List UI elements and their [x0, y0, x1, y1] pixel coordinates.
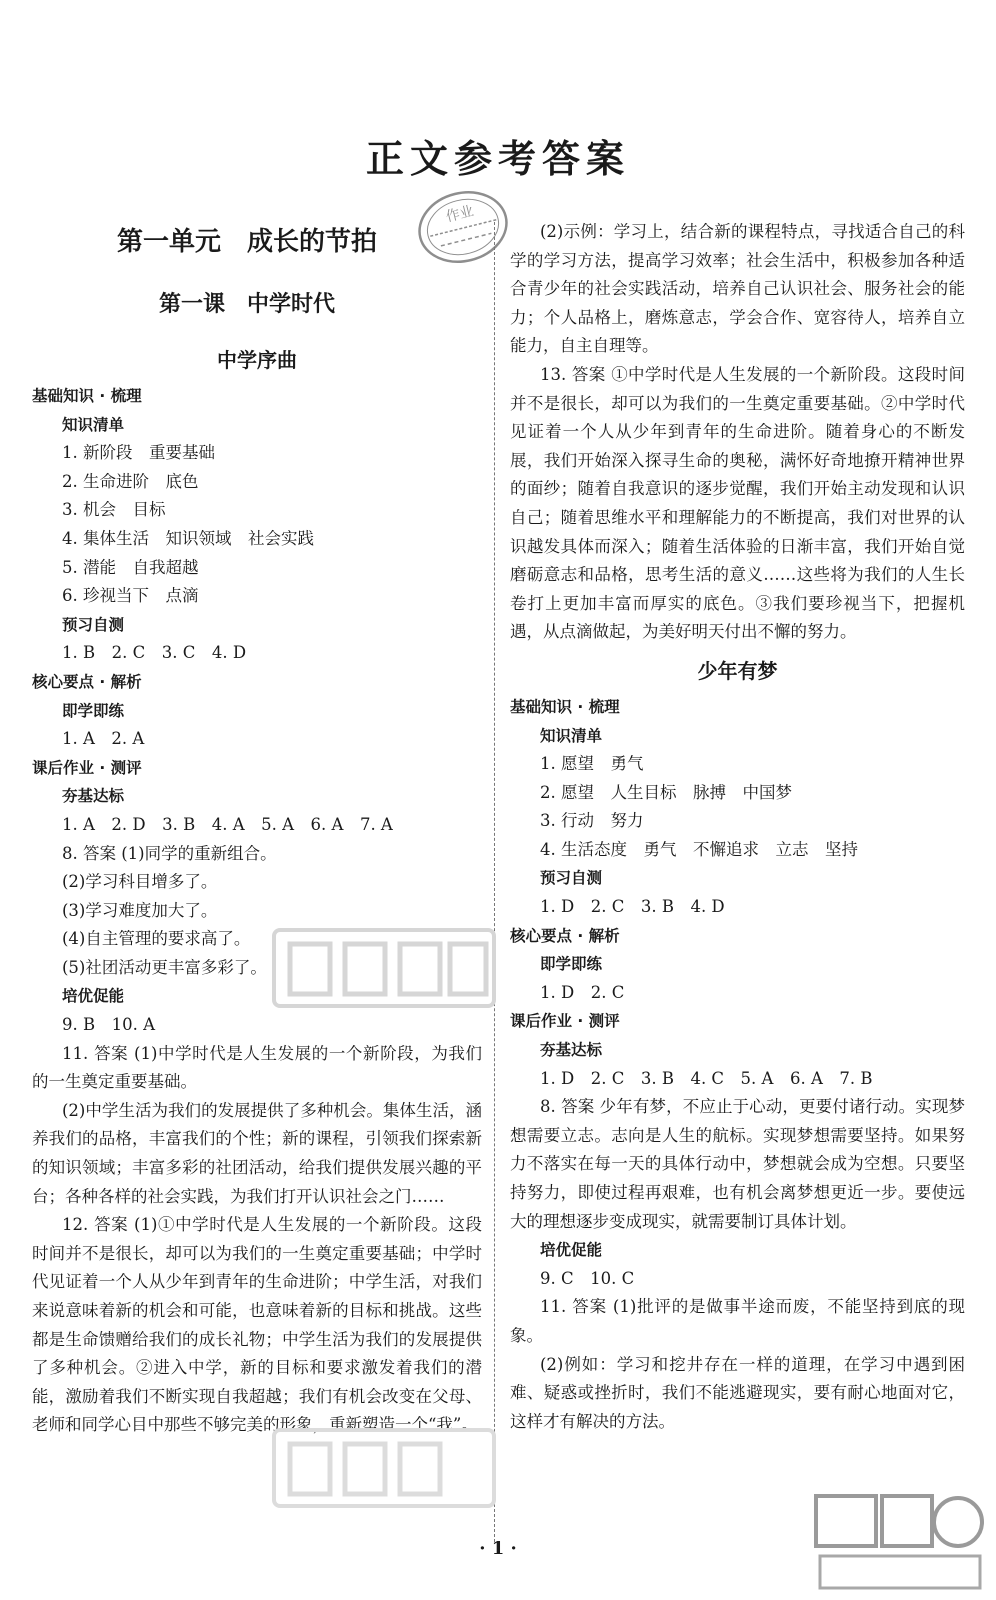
answer-paragraph: (2)中学生活为我们的发展提供了多种机会。集体生活，涵养我们的品格，丰富我们的个性；新的课程，引领我们探索新的知识领域；丰富多彩的社团活动，给我们提供发展兴趣的平台；各种各样的社会实践，为我们打开认识社会之门……	[32, 1100, 482, 1206]
page-number: · 1 ·	[479, 1538, 517, 1559]
left-column-body	[32, 382, 482, 1440]
answer-line: (3)学习难度加大了。	[62, 900, 218, 920]
answer-line: 1. A 2. A	[62, 729, 145, 749]
answer-paragraph: (2)例如：学习和挖井存在一样的道理，在学习中遇到困难、疑惑或挫折时，我们不能逃避现实，要有耐心地面对它，这样才有解决的方法。	[510, 1354, 965, 1431]
answer-line: 1. D 2. C 3. B 4. C 5. A 6. A 7. B	[540, 1068, 873, 1088]
answer-line: (4)自主管理的要求高了。	[62, 929, 251, 949]
subsection-heading: 即学即练	[540, 955, 603, 974]
answer-line: 1. A 2. D 3. B 4. A 5. A 6. A 7. A	[62, 814, 393, 834]
stamp-text: 作业	[444, 203, 476, 226]
answer-line: 2. 愿望 人生目标 脉搏 中国梦	[540, 782, 792, 802]
category-heading: 核心要点 · 解析	[32, 672, 142, 691]
lesson-title: 第一课 中学时代	[158, 291, 335, 317]
column-divider	[494, 222, 495, 1542]
answer-line: 6. 珍视当下 点滴	[62, 586, 199, 606]
answer-line: 1. D 2. C 3. B 4. D	[540, 897, 725, 917]
answer-line: 3. 机会 目标	[62, 500, 166, 520]
answer-line: 5. 潜能 自我超越	[62, 557, 199, 577]
subsection-heading: 夯基达标	[62, 787, 125, 806]
answer-line: 9. C 10. C	[540, 1268, 635, 1288]
answer-paragraph: 12. 答案 (1)①中学时代是人生发展的一个新阶段。这段时间并不是很长，却可以为我们的一生奠定重要基础；中学时代见证着一个人从少年到青年的生命进阶；中学生活，对我们来说意味着新的机会和可能，也意味着新的目标和挑战。这些都是生命馈赠给我们的成长礼物；中学生活为我们的发展提供了多种机会。②进入中学，新的目标和要求激发着我们的潜能，激励着我们不断实现自我超越；我们有机会改变在父母、老师和同学心目中那些不够完美的形象，重新塑造一个“我”。	[32, 1215, 482, 1435]
answer-line: 8. 答案 (1)同学的重新组合。	[62, 843, 277, 863]
category-heading: 核心要点 · 解析	[510, 926, 620, 945]
answer-line: 1. B 2. C 3. C 4. D	[62, 643, 247, 663]
answer-paragraph: 8. 答案 少年有梦，不应止于心动，更要付诸行动。实现梦想需要立志。志向是人生的航标。实现梦想需要坚持。如果努力不落实在每一天的具体行动中，梦想就会成为空想。只要坚持努力，即使过程再艰难，也有机会离梦想更近一步。要使远大的理想逐步变成现实，就需要制订具体计划。	[510, 1097, 965, 1231]
subsection-heading: 培优促能	[540, 1241, 603, 1260]
subsection-heading: 预习自测	[62, 615, 125, 634]
answer-line: 4. 生活态度 勇气 不懈追求 立志 坚持	[540, 839, 858, 859]
answer-paragraph: (2)示例：学习上，结合新的课程特点，寻找适合自己的科学的学习方法，提高学习效率；社会生活中，积极参加各种适合青少年的社会实践活动，培养自己认识社会、服务社会的能力；个人品格上，磨炼意志，学会合作、宽容待人，培养自立能力，自主自理等。	[510, 222, 965, 356]
right-column-top	[510, 218, 965, 647]
answer-paragraph: 13. 答案 ①中学时代是人生发展的一个新阶段。这段时间并不是很长，却可以为我们的一生奠定重要基础。②中学时代见证着一个人从少年到青年的生命进阶。随着身心的不断发展，我们开始深入探寻生命的奥秘，满怀好奇地撩开精神世界的面纱；随着自我意识的逐步觉醒，我们开始主动发现和认识自己；随着思维水平和理解能力的不断提高，我们对世界的认识越发具体而深入；随着生活体验的日渐丰富，我们开始自觉磨砺意志和品格，思考生活的意义……这些将为我们的人生长卷打上更加丰富而厚实的底色。③我们要珍视当下，把握机遇，从点滴做起，为美好明天付出不懈的努力。	[510, 364, 965, 642]
answer-line: 1. 新阶段 重要基础	[62, 443, 215, 463]
section-title-2: 少年有梦	[697, 658, 778, 683]
subsection-heading: 即学即练	[62, 701, 125, 720]
right-column-bottom	[510, 693, 965, 1436]
category-heading: 基础知识 · 梳理	[32, 387, 142, 405]
category-heading: 课后作业 · 测评	[32, 758, 142, 777]
answer-line: (2)学习科目增多了。	[62, 872, 218, 892]
unit-title: 第一单元 成长的节拍	[116, 227, 377, 257]
right-column	[510, 218, 965, 1436]
answer-line: (5)社团活动更丰富多彩了。	[62, 957, 267, 977]
left-column	[32, 220, 482, 1440]
answer-line: 1. 愿望 勇气	[540, 754, 644, 774]
subsection-heading: 夯基达标	[540, 1041, 603, 1060]
subsection-heading: 培优促能	[62, 987, 125, 1006]
answer-line: 1. D 2. C	[540, 982, 625, 1002]
answer-line: 3. 行动 努力	[540, 811, 644, 831]
answer-line: 4. 集体生活 知识领域 社会实践	[62, 528, 314, 548]
answer-paragraph: 11. 答案 (1)中学时代是人生发展的一个新阶段，为我们的一生奠定重要基础。	[32, 1043, 482, 1092]
answer-line: 9. B 10. A	[62, 1015, 156, 1035]
category-heading: 基础知识 · 梳理	[510, 697, 620, 716]
subsection-heading: 知识清单	[62, 415, 125, 434]
page-title: 正文参考答案	[365, 136, 630, 181]
subsection-heading: 预习自测	[540, 869, 603, 888]
section-title-1: 中学序曲	[217, 348, 297, 372]
category-heading: 课后作业 · 测评	[510, 1012, 620, 1031]
answer-paragraph: 11. 答案 (1)批评的是做事半途而废，不能坚持到底的现象。	[510, 1297, 965, 1345]
answer-line: 2. 生命进阶 底色	[62, 471, 199, 491]
subsection-heading: 知识清单	[540, 726, 603, 745]
